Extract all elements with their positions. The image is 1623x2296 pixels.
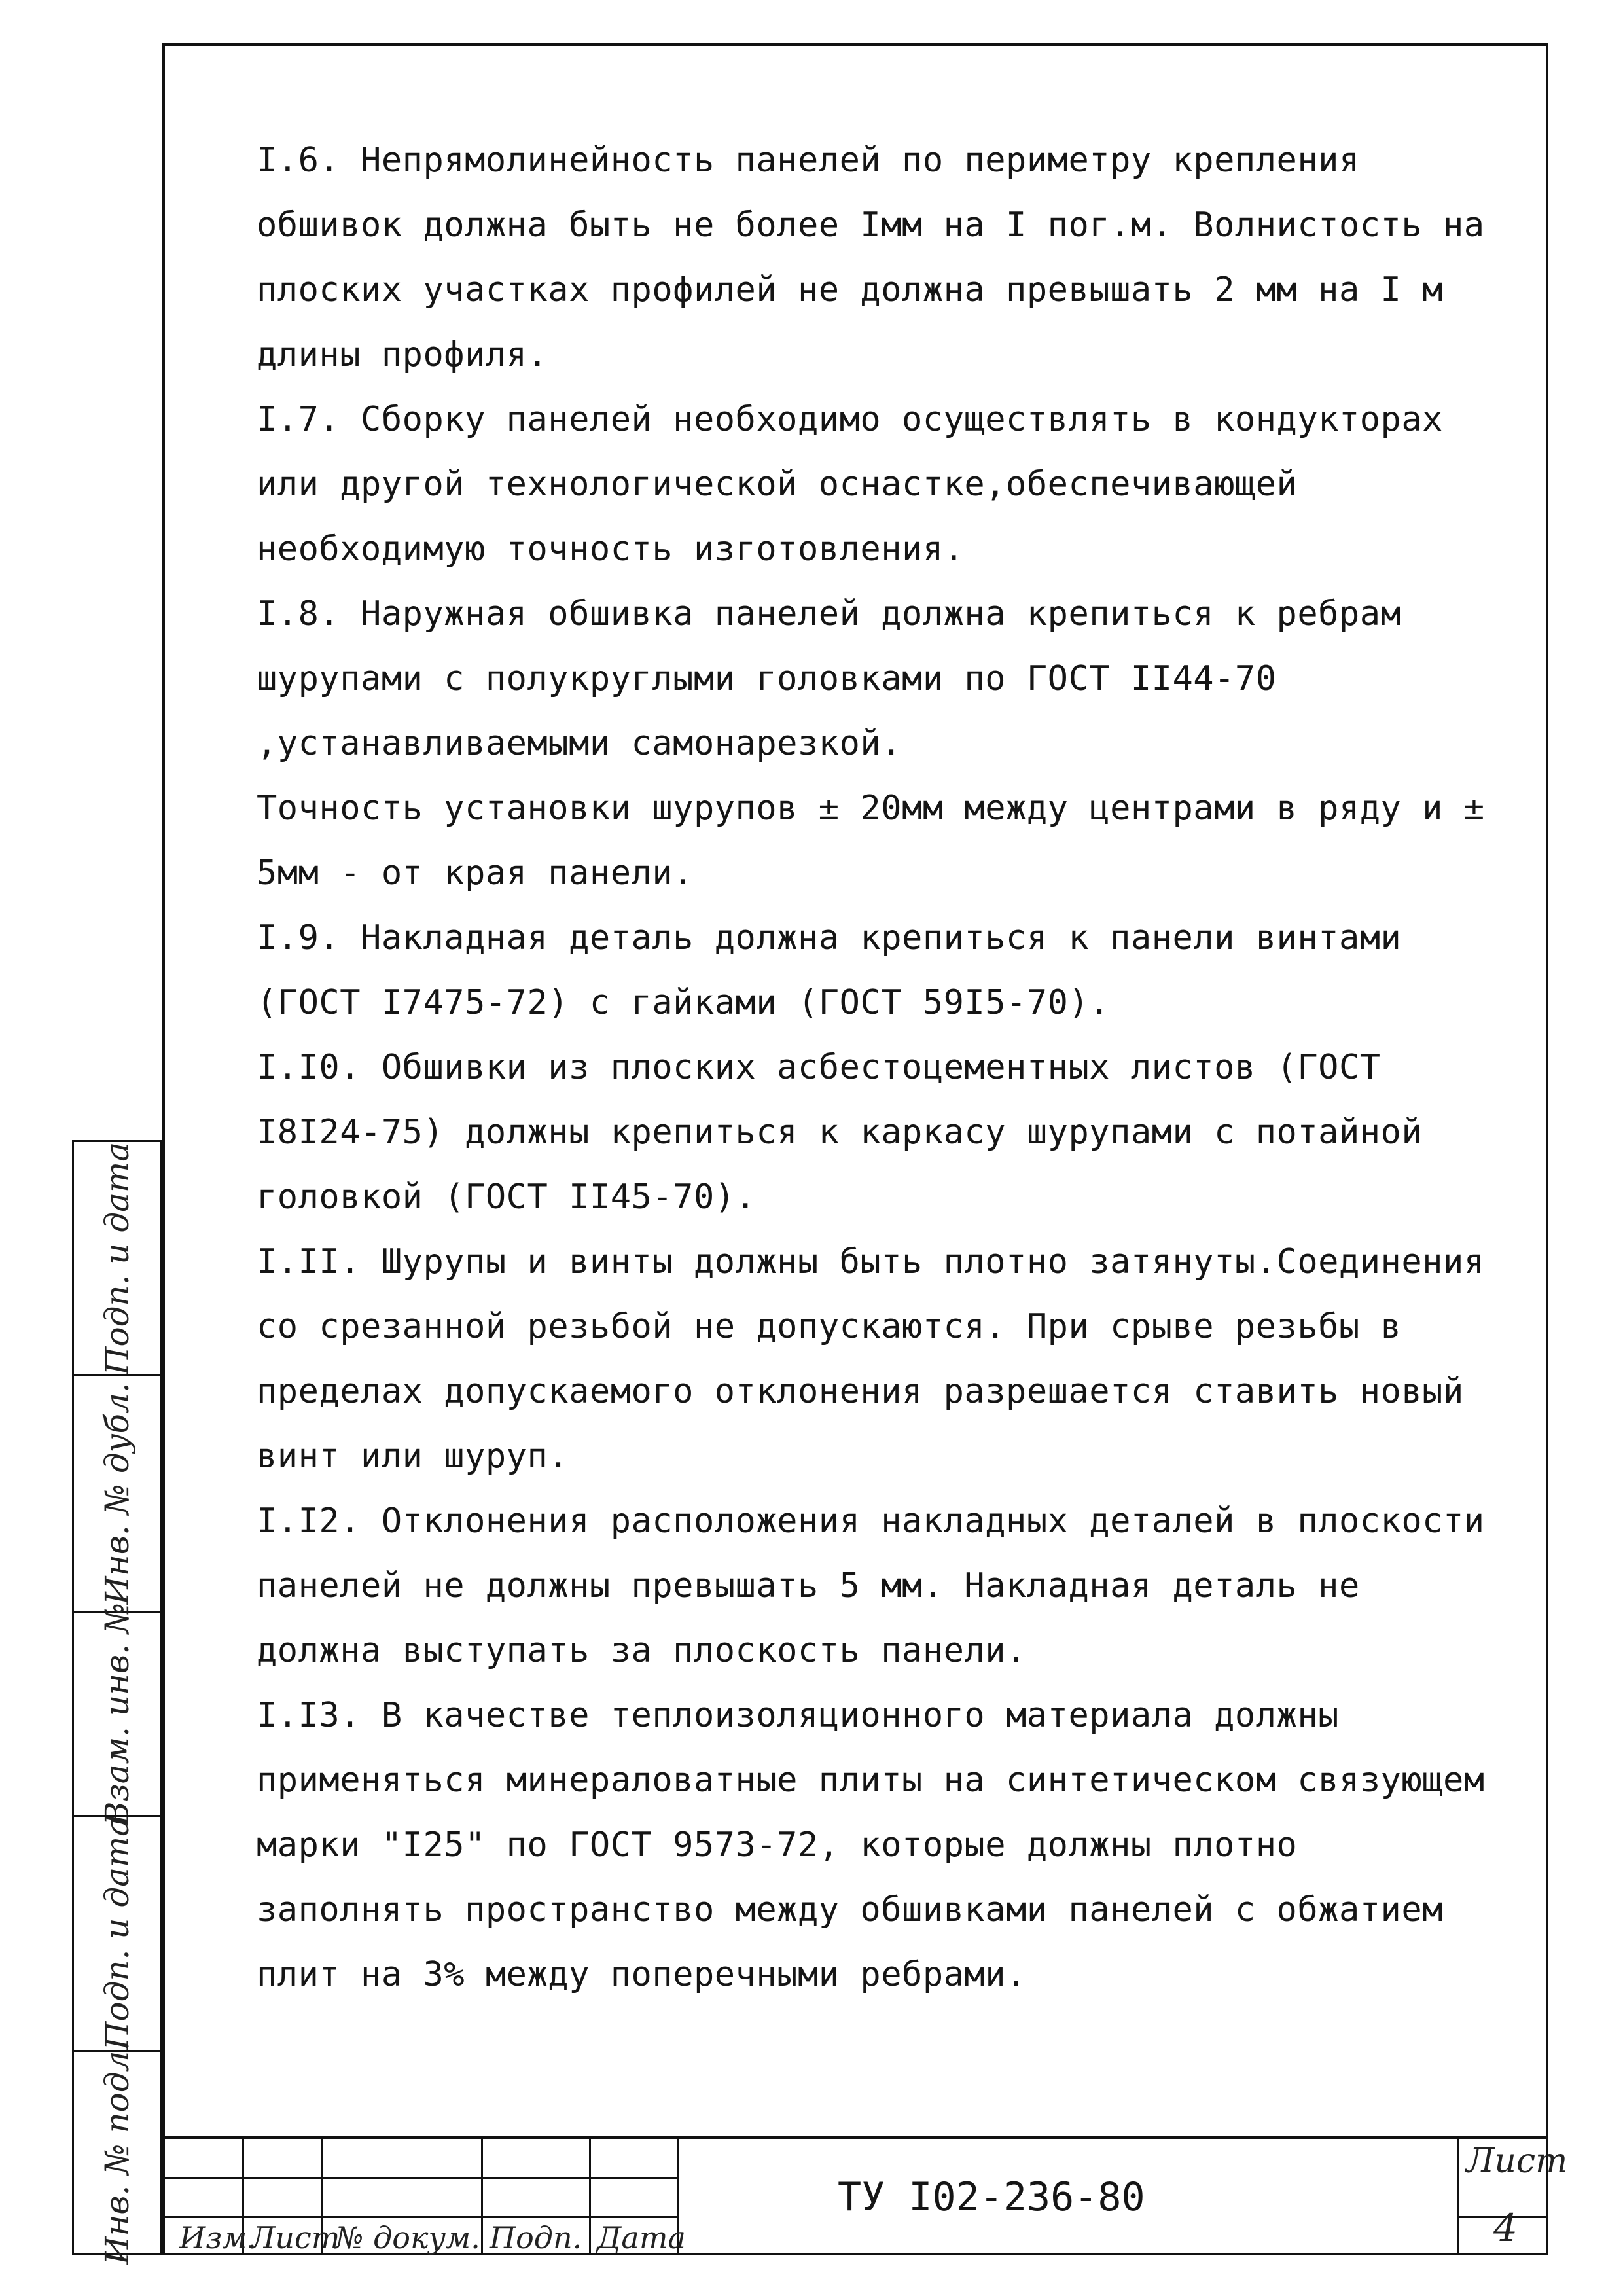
title-block-n-dokum: № докум. — [335, 2220, 480, 2255]
side-stamp-inv-dubl — [72, 1374, 162, 1613]
document-code: ТУ I02-236-80 — [838, 2174, 1145, 2220]
side-stamp-inv-podl — [72, 2040, 162, 2265]
paragraph-1-12: I.I2. Отклонения расположения накладных деталей в плоскости панелей не должны превышать 5 мм. Накладная деталь не должна выступать за плоскость панели. — [257, 1501, 1485, 1670]
title-block-rule — [162, 2216, 677, 2218]
side-stamp-label: Инв. № подл. — [98, 2040, 136, 2265]
side-stamp-label: Подп. и дата — [98, 1141, 136, 1375]
paragraph-1-7: I.7. Сборку панелей необходимо осуществлять в кондукторах или другой технологической оснастке,обеспечивающей необходимую точность изготовления. — [257, 400, 1443, 569]
title-block-rule — [162, 2177, 677, 2179]
title-block-list: Лист — [250, 2220, 340, 2255]
paragraph-1-10: I.I0. Обшивки из плоских асбестоцементных листов (ГОСТ I8I24-75) должны крепиться к каркасу шурупами с потайной головкой (ГОСТ II45-70). — [257, 1048, 1423, 1217]
title-block-data: Дата — [597, 2220, 686, 2255]
title-block-divider — [1457, 2136, 1459, 2255]
title-block-divider — [481, 2136, 483, 2255]
sheet-label: Лист — [1466, 2142, 1568, 2181]
side-stamp-podp-i-data-1 — [72, 1140, 162, 1376]
side-stamp-vzam-inv — [72, 1602, 162, 1825]
title-block-divider — [589, 2136, 591, 2255]
paragraph-1-8: I.8. Наружная обшивка панелей должна крепиться к ребрам шурупами с полукруглыми головками по ГОСТ II44-70 ,устанавливаемыми самонарезкой. — [257, 594, 1402, 763]
title-block-podp: Подп. — [490, 2220, 582, 2255]
sheet-number: 4 — [1493, 2206, 1518, 2250]
side-stamp-label: Инв. № дубл. — [98, 1382, 136, 1605]
title-block-izm: Изм. — [179, 2220, 257, 2255]
paragraph-1-13: I.I3. В качестве теплоизоляционного материала должны применяться минераловатные плиты на синтетическом связующем марки "I25" по ГОСТ 9573-72, которые должны плотно заполнять пространство между обшивками панелей с обжатием плит на 3% между поперечными ребрами. — [257, 1696, 1485, 1994]
side-stamp-label: Подп. и дата — [98, 1816, 136, 2051]
paragraph-1-11: I.II. Шурупы и винты должны быть плотно затянуты.Соединения со срезанной резьбой не допускаются. При срыве резьбы в пределах допускаемого отклонения разрешается ставить новый винт или шуруп. — [257, 1242, 1485, 1476]
paragraph-screw-accuracy: Точность установки шурупов ± 20мм между центрами в ряду и ± 5мм - от края панели. — [257, 789, 1485, 893]
paragraph-1-9: I.9. Накладная деталь должна крепиться к панели винтами (ГОСТ I7475-72) с гайками (ГОСТ 59I5-70). — [257, 918, 1402, 1022]
side-stamp-podp-i-data-2 — [72, 1815, 162, 2052]
side-stamp-label: Взам. инв. № — [98, 1602, 136, 1825]
paragraph-1-6: I.6. Непрямолинейность панелей по периметру крепления обшивок должна быть не более Iмм на I пог.м. Волнистость на плоских участках профилей не должна превышать 2 мм на I м длины профиля. — [257, 141, 1485, 374]
